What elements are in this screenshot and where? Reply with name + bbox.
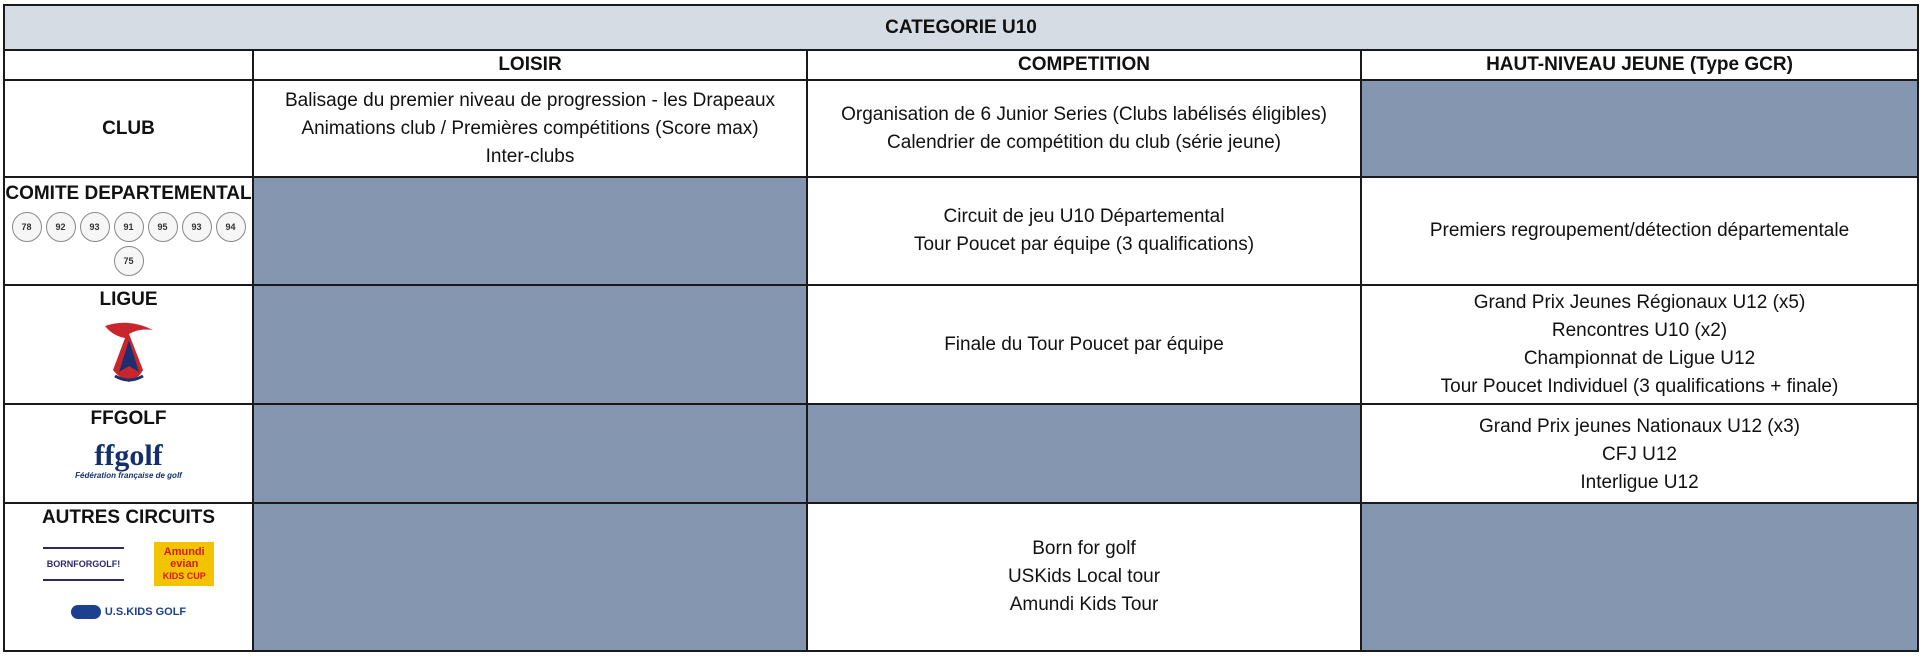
cell-ffgolf-competition-empty xyxy=(807,404,1361,503)
amundi-logo-line: KIDS CUP xyxy=(162,571,206,581)
column-header-haut-niveau: HAUT-NIVEAU JEUNE (Type GCR) xyxy=(1361,50,1918,80)
table-title: CATEGORIE U10 xyxy=(4,5,1918,50)
table-row xyxy=(4,80,1918,177)
cell-text: Inter-clubs xyxy=(485,145,575,167)
cell-comite-competition xyxy=(807,177,1361,285)
cell-text: CFJ U12 xyxy=(1602,444,1677,465)
cell-text: Grand Prix jeunes Nationaux U12 (x3) xyxy=(1478,416,1801,437)
ffgolf-logo xyxy=(5,433,252,481)
comite-logos xyxy=(5,208,252,280)
table-row xyxy=(4,404,1918,503)
cell-text: Championnat de Ligue U12 xyxy=(1523,347,1756,369)
column-header-competition: COMPETITION xyxy=(807,50,1361,80)
ffgolf-logo-text: ffgolf xyxy=(94,439,163,472)
ffgolf-logo-subtitle: Fédération française de golf xyxy=(75,471,182,480)
comite-logo-icon: 75 xyxy=(114,246,144,276)
row-label-text: FFGOLF xyxy=(90,408,167,429)
cell-club-haut-niveau-empty xyxy=(1361,80,1918,177)
cell-text: Born for golf xyxy=(1032,538,1136,559)
amundi-logo-line: Amundi xyxy=(163,546,205,558)
cell-text: Balisage du premier niveau de progression - les Drapeaux xyxy=(284,89,776,111)
comite-logo-icon: 93 xyxy=(80,212,110,242)
header-empty-cell xyxy=(4,50,253,80)
row-label-club: CLUB xyxy=(4,80,253,177)
cell-text: Tour Poucet par équipe (3 qualifications) xyxy=(913,234,1255,255)
row-label-autres-circuits xyxy=(4,503,253,651)
u10-category-table xyxy=(3,4,1919,652)
cell-text: Rencontres U10 (x2) xyxy=(1551,319,1728,341)
row-label-ffgolf xyxy=(4,404,253,503)
cell-autres-haut-niveau-empty xyxy=(1361,503,1918,651)
cell-club-loisir xyxy=(253,80,807,177)
cell-text: Animations club / Premières compétitions (Score max) xyxy=(301,117,759,139)
cell-text: Amundi Kids Tour xyxy=(1009,594,1159,615)
table-row xyxy=(4,503,1918,651)
amundi-logo-line: evian xyxy=(170,558,199,570)
cell-text: Premiers regroupement/détection départementale xyxy=(1429,220,1850,241)
cell-ffgolf-haut-niveau xyxy=(1361,404,1918,503)
comite-logo-icon: 78 xyxy=(12,212,42,242)
uskids-logo-text: U.S.KIDS GOLF xyxy=(104,606,187,618)
cell-autres-loisir-empty xyxy=(253,503,807,651)
comite-logo-icon: 93 xyxy=(182,212,212,242)
uskids-logo xyxy=(71,598,186,626)
cell-ligue-haut-niveau xyxy=(1361,285,1918,404)
cell-text: Tour Poucet Individuel (3 qualifications + finale) xyxy=(1440,375,1839,397)
uskids-pill-icon xyxy=(71,605,101,619)
table-row xyxy=(4,177,1918,285)
born-for-golf-logo: BORNFORGOLF! xyxy=(43,547,125,581)
cell-comite-haut-niveau xyxy=(1361,177,1918,285)
cell-text: Circuit de jeu U10 Départemental xyxy=(943,206,1225,227)
cell-text: Organisation de 6 Junior Series (Clubs labélisés éligibles) xyxy=(841,103,1327,125)
table-row xyxy=(4,285,1918,404)
cell-ligue-competition xyxy=(807,285,1361,404)
cell-autres-competition xyxy=(807,503,1361,651)
column-header-loisir: LOISIR xyxy=(253,50,807,80)
cell-text: USKids Local tour xyxy=(1007,566,1161,587)
comite-logo-icon: 94 xyxy=(216,212,246,242)
cell-text: Finale du Tour Poucet par équipe xyxy=(944,333,1224,355)
amundi-evian-logo xyxy=(154,542,214,586)
cell-text: Calendrier de compétition du club (série jeune) xyxy=(887,131,1281,153)
cell-text: Interligue U12 xyxy=(1580,472,1699,493)
cell-comite-loisir-empty xyxy=(253,177,807,285)
ligue-logo-icon xyxy=(5,314,252,384)
cell-club-competition xyxy=(807,80,1361,177)
cell-text: Grand Prix Jeunes Régionaux U12 (x5) xyxy=(1473,291,1806,313)
cell-ffgolf-loisir-empty xyxy=(253,404,807,503)
row-label-ligue xyxy=(4,285,253,404)
comite-logo-icon: 95 xyxy=(148,212,178,242)
row-label-comite xyxy=(4,177,253,285)
cell-ligue-loisir-empty xyxy=(253,285,807,404)
row-label-text: COMITE DEPARTEMENTAL xyxy=(5,183,252,204)
comite-logo-icon: 91 xyxy=(114,212,144,242)
row-label-text: AUTRES CIRCUITS xyxy=(41,507,216,528)
comite-logo-icon: 92 xyxy=(46,212,76,242)
autres-circuits-logos xyxy=(5,532,252,626)
row-label-text: LIGUE xyxy=(99,289,158,310)
